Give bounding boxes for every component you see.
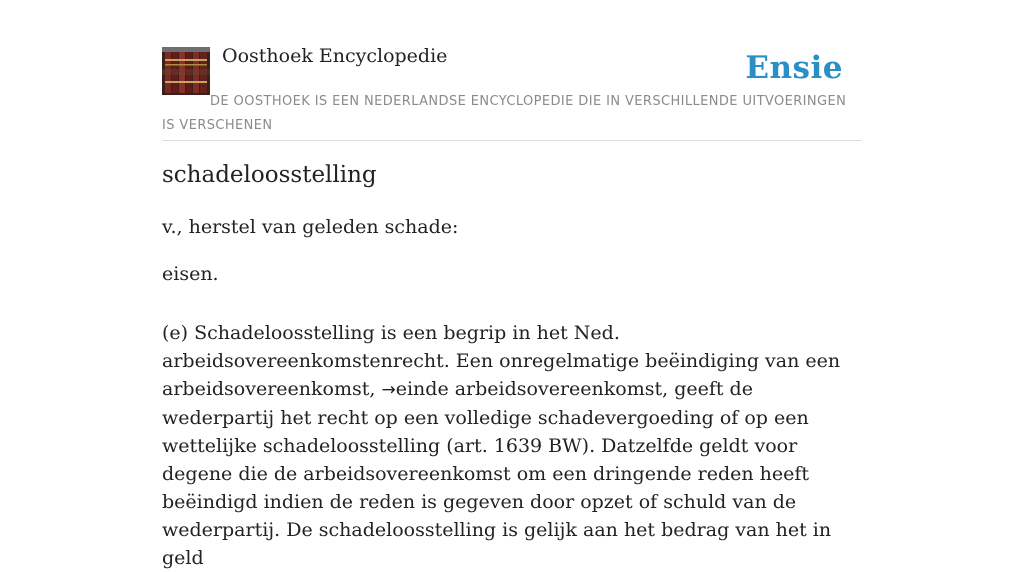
entry-definition: v., herstel van geleden schade: (162, 216, 459, 238)
encyclopedia-books-icon[interactable] (162, 47, 210, 95)
page-container (162, 0, 862, 569)
site-header (162, 0, 862, 141)
brand-logo-link[interactable]: Ensie (745, 50, 843, 86)
entry-body-part-1: (e) Schadeloosstelling is een begrip in het Ned. arbeidsovereenkomstenrecht. Een onregelmatige beëindiging van een arbeidsovereenkomst, (162, 322, 841, 400)
entry-body-part-2: einde arbeidsovereenkomst, geeft de wederpartij het recht op een volledige schadevergoeding of op een wettelijke schadeloosstelling (art. 1639 BW). Datzelfde geldt voor degene die de arbeidsovereenkomst om een dringende reden heeft beëindigd indien de reden is gegeven door opzet of schuld van de wederpartij. De schadeloosstelling is gelijk aan het bedrag van het in geld (162, 378, 832, 569)
arrow-right-icon: → (381, 380, 396, 400)
entry-body (162, 319, 864, 572)
entry-title: schadeloosstelling (162, 162, 377, 188)
site-tagline: DE OOSTHOEK IS EEN NEDERLANDSE ENCYCLOPEDIE DIE IN VERSCHILLENDE UITVOERINGEN IS VERSCHENEN (162, 94, 847, 133)
entry-example: eisen. (162, 263, 219, 285)
site-name[interactable]: Oosthoek Encyclopedie (222, 45, 448, 67)
